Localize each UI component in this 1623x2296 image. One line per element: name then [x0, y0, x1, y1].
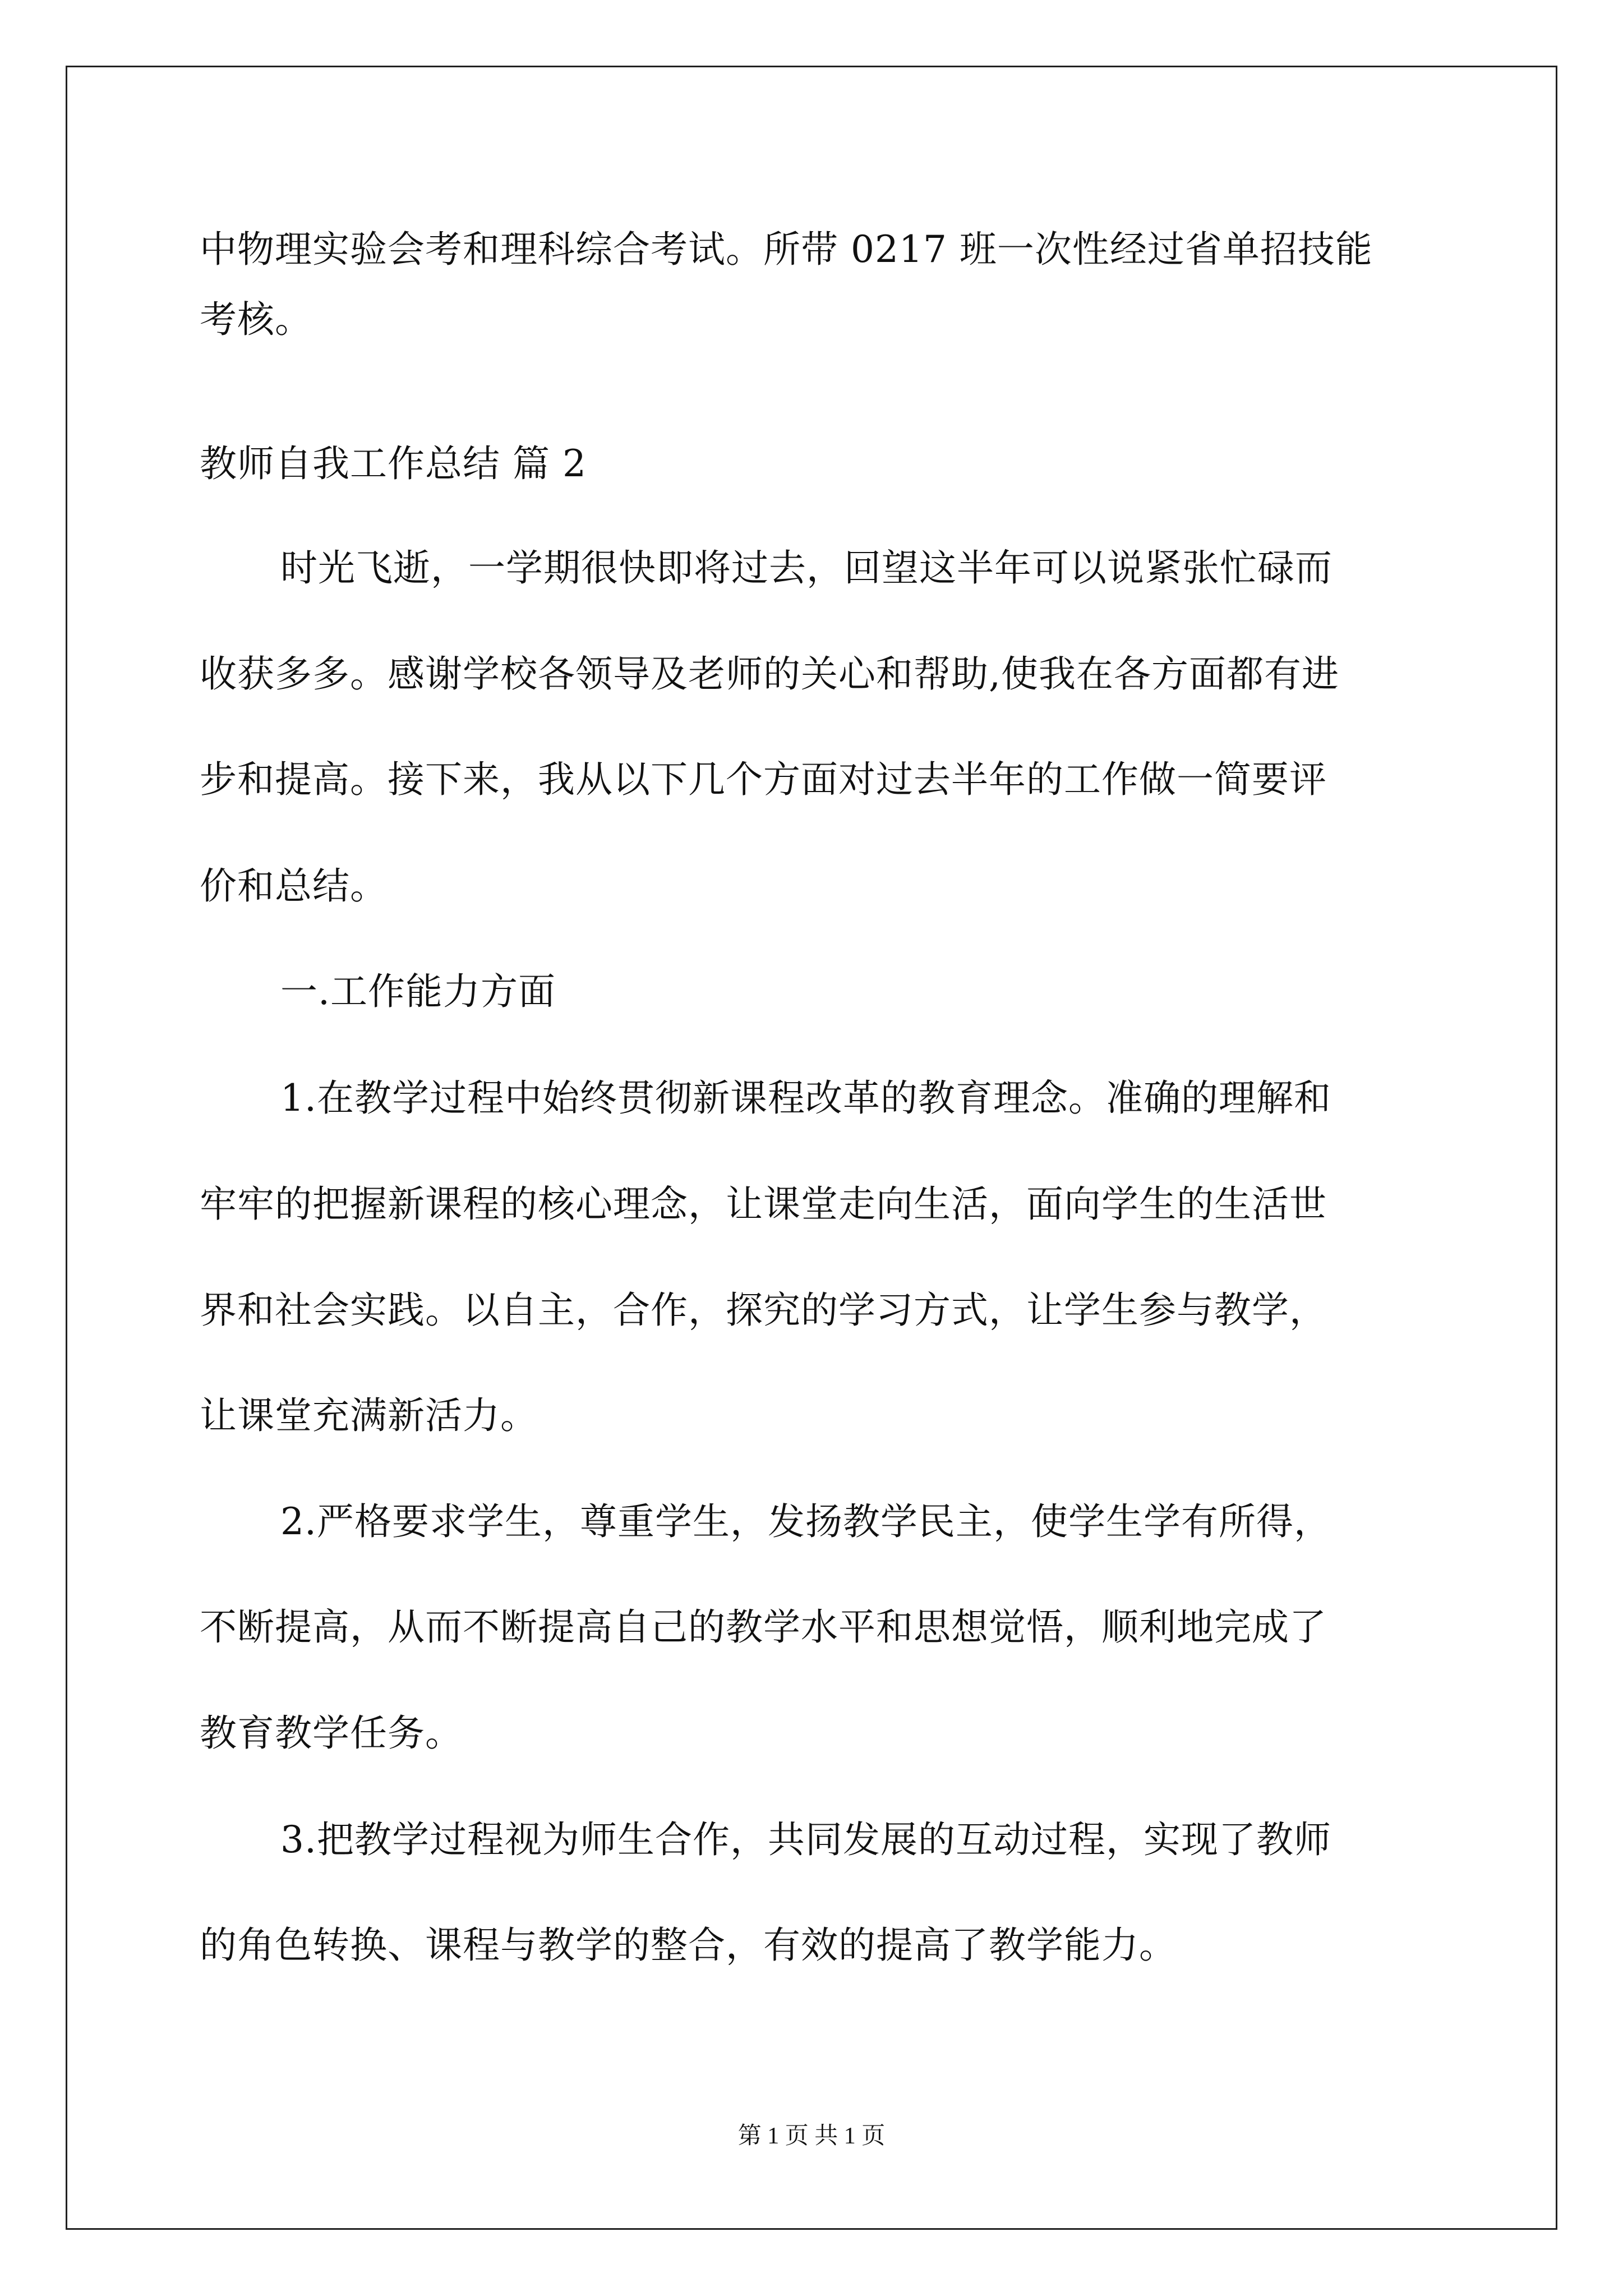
body-line-9: 界和社会实践。以自主，合作，探究的学习方式，让学生参与教学， [200, 1289, 1327, 1332]
body-line-7: 1.在教学过程中始终贯彻新课程改革的教育理念。准确的理解和 [280, 1076, 1331, 1120]
body-line-11: 2.严格要求学生，尊重学生，发扬教学民主，使学生学有所得， [280, 1500, 1331, 1543]
section-heading: 教师自我工作总结 篇 2 [200, 442, 587, 485]
body-line-12: 不断提高，从而不断提高自己的教学水平和思想觉悟，顺利地完成了 [200, 1605, 1327, 1649]
body-line-3: 时光飞逝，一学期很快即将过去，回望这半年可以说紧张忙碌而 [280, 546, 1332, 590]
body-line-13: 教育教学任务。 [200, 1711, 463, 1755]
body-line-10: 让课堂充满新活力。 [200, 1394, 538, 1437]
body-line-2: 考核。 [200, 298, 312, 341]
subheading-1: 一.工作能力方面 [280, 970, 556, 1013]
page-border [66, 66, 1557, 2230]
body-line-8: 牢牢的把握新课程的核心理念，让课堂走向生活，面向学生的生活世 [200, 1182, 1327, 1226]
body-line-6: 价和总结。 [200, 864, 388, 908]
body-line-14: 3.把教学过程视为师生合作，共同发展的互动过程，实现了教师 [280, 1818, 1331, 1861]
page-footer: 第 1 页 共 1 页 [737, 2123, 886, 2149]
body-line-1: 中物理实验会考和理科综合考试。所带 0217 班一次性经过省单招技能 [200, 228, 1373, 271]
body-line-4: 收获多多。感谢学校各领导及老师的关心和帮助,使我在各方面都有进 [200, 652, 1339, 696]
body-line-5: 步和提高。接下来，我从以下几个方面对过去半年的工作做一简要评 [200, 758, 1327, 801]
body-line-15: 的角色转换、课程与教学的整合，有效的提高了教学能力。 [200, 1924, 1177, 1967]
